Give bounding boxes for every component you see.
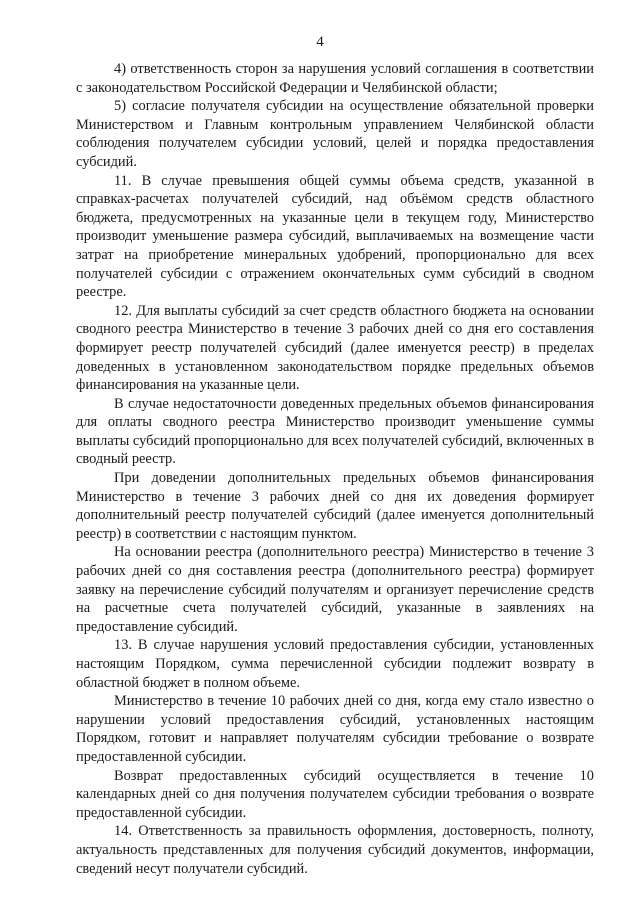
paragraph-12-insufficiency: В случае недостаточности доведенных предельных объемов финансирования для оплаты сводного реестра Министерство производит уменьшение суммы выплаты субсидий пропорционально для всех получателей субсидий, включенных в сводный реестр.	[76, 395, 594, 468]
paragraph-13: 13. В случае нарушения условий предоставления субсидии, установленных настоящим Порядком, сумма перечисленной субсидии подлежит возврату в областной бюджет в полном объеме.	[76, 637, 594, 691]
paragraph-item-4: 4) ответственность сторон за нарушения условий соглашения в соответствии с законодательством Российской Федерации и Челябинской области;	[76, 61, 594, 96]
paragraph-13-return-term: Возврат предоставленных субсидий осуществляется в течение 10 календарных дней со дня получения получателем субсидии требования о возврате предоставленной субсидии.	[76, 767, 594, 821]
paragraph-12: 12. Для выплаты субсидий за счет средств областного бюджета на основании сводного реестра Министерство в течение 3 рабочих дней со дня его составления формирует реестр получателей субсидий (далее именуется реестр) в пределах доведенных в установленном законодательством порядке предельных объемов финансирования на указанные цели.	[76, 302, 594, 394]
paragraph-11: 11. В случае превышения общей суммы объема средств, указанной в справках-расчетах получателей субсидий, над объёмом средств областного бюджета, предусмотренных на указанные цели в текущем году, Министерство производит уменьшение размера субсидий, выплачиваемых на возмещение части затрат на приобретение минеральных удобрений, пропорционально для всех получателей субсидии с отражением окончательных сумм субсидий в сводном реестре.	[76, 172, 594, 301]
paragraph-13-notice: Министерство в течение 10 рабочих дней со дня, когда ему стало известно о нарушении условий предоставления субсидий, установленных настоящим Порядком, готовит и направляет получателям субсидии требование о возврате предоставленной субсидии.	[76, 693, 594, 765]
document-body	[76, 60, 594, 878]
paragraph-12-registry-transfer: На основании реестра (дополнительного реестра) Министерство в течение 3 рабочих дней со дня составления реестра (дополнительного реестра) формирует заявку на перечисление субсидий получателям и организует перечисление средств на расчетные счета получателей субсидий, указанные в заявлениях на предоставление субсидий.	[76, 544, 594, 635]
page-number: 4	[316, 34, 324, 50]
paragraph-14: 14. Ответственность за правильность оформления, достоверность, полноту, актуальность представленных для получения субсидий документов, информации, сведений несут получатели субсидий.	[76, 823, 594, 877]
paragraph-item-5: 5) согласие получателя субсидии на осуществление обязательной проверки Министерством и Главным контрольным управлением Челябинской области соблюдения получателем субсидии условий, целей и порядка предоставления субсидий.	[76, 98, 594, 170]
paragraph-12-additional-funding: При доведении дополнительных предельных объемов финансирования Министерство в течение 3 рабочих дней со дня их доведения формирует дополнительный реестр получателей субсидий (далее именуется дополнительный реестр) в соответствии с настоящим пунктом.	[76, 470, 594, 542]
